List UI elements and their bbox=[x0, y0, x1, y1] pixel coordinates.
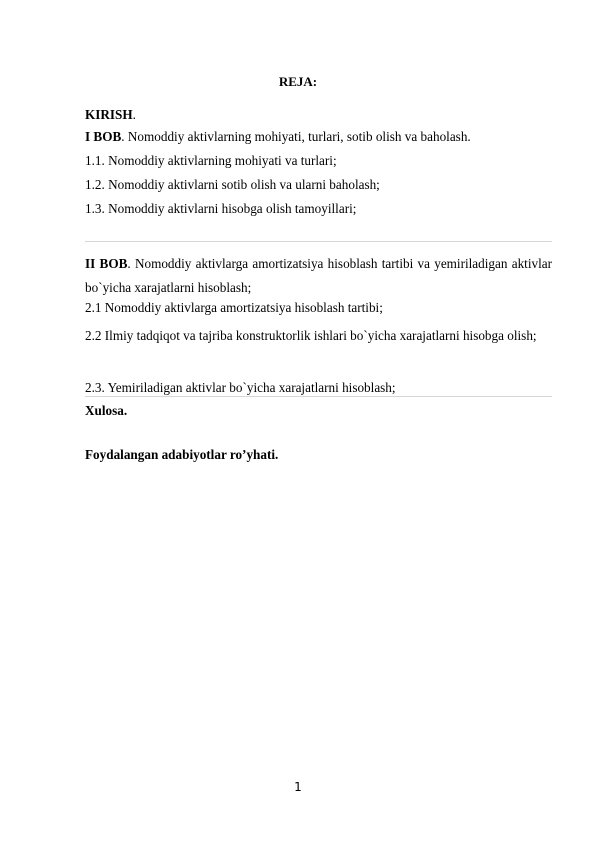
references-heading: Foydalangan adabiyotlar ro’yhati. bbox=[85, 447, 279, 462]
page-title: REJA: bbox=[278, 74, 318, 89]
chapter2-heading bbox=[85, 252, 552, 300]
chapter1-item: 1.2. Nomoddiy aktivlarni sotib olish va ularni baholash; bbox=[85, 177, 380, 192]
intro-suffix: . bbox=[132, 107, 136, 122]
chapter2-item: 2.2 Ilmiy tadqiqot va tajriba konstruktorlik ishlari bo`yicha xarajatlarni hisobga olish; bbox=[85, 328, 537, 343]
chapter2-item: 2.1 Nomoddiy aktivlarga amortizatsiya hisoblash tartibi; bbox=[85, 300, 383, 315]
page-number: 1 bbox=[294, 780, 302, 794]
chapter2-text: . Nomoddiy aktivlarga amortizatsiya hisoblash tartibi va yemiriladigan aktivlar bo`yicha xarajatlarni hisoblash; bbox=[85, 256, 552, 295]
intro-label: KIRISH bbox=[85, 107, 133, 122]
chapter1-item: 1.3. Nomoddiy aktivlarni hisobga olish tamoyillari; bbox=[85, 201, 357, 216]
chapter1-item: 1.1. Nomoddiy aktivlarning mohiyati va turlari; bbox=[85, 153, 337, 168]
chapter2-item: 2.3. Yemiriladigan aktivlar bo`yicha xarajatlarni hisoblash; bbox=[85, 380, 396, 395]
divider bbox=[85, 241, 552, 242]
chapter2-label: II BOB bbox=[85, 256, 128, 271]
conclusion-heading: Xulosa. bbox=[85, 403, 128, 418]
divider bbox=[85, 396, 552, 397]
chapter1-heading bbox=[85, 129, 552, 145]
chapter1-label: I BOB bbox=[85, 129, 122, 144]
chapter1-text: . Nomoddiy aktivlarning mohiyati, turlari, sotib olish va baholash. bbox=[121, 129, 471, 144]
intro-heading bbox=[85, 107, 552, 123]
